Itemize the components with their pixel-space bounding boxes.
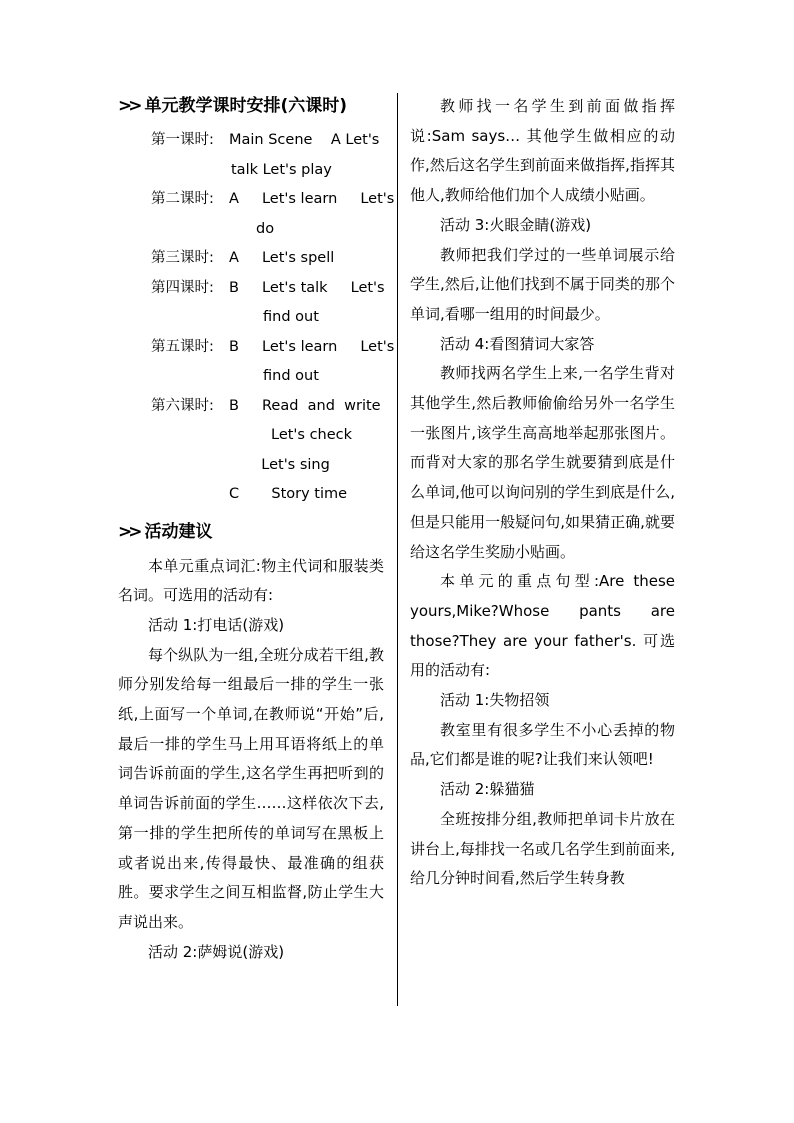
schedule-label: 第一课时: xyxy=(151,132,214,148)
activity-body: 教师找两名学生上来,一名学生背对其他学生,然后教师偷偷给另外一名学生一张图片,该学生高高地举起那张图片。而背对大家的那名学生就要猜到底是什么单词,他可以询问别的学生到底是什么,但是只能用一般疑问句,如果猜正确,就要给这名学生奖励小贴画。 xyxy=(410,364,675,561)
schedule-heading-text: 单元教学课时安排(六课时) xyxy=(144,96,348,116)
schedule-list xyxy=(118,126,395,510)
schedule-row xyxy=(151,480,384,510)
schedule-content: B Let's learn Let's xyxy=(229,338,395,355)
double-chevron-icon: >> xyxy=(118,96,139,116)
column-divider xyxy=(397,93,398,1006)
activity-heading xyxy=(118,518,384,546)
schedule-content: B Let's talk Let's xyxy=(229,279,385,296)
schedule-row xyxy=(151,274,384,333)
schedule-sub: Let's check xyxy=(271,427,353,443)
schedule-row xyxy=(151,451,384,481)
activity-title: 活动 2:躲猫猫 xyxy=(440,780,535,799)
schedule-content: Let's sing xyxy=(229,456,330,473)
schedule-content: B Read and write xyxy=(229,397,381,414)
schedule-label xyxy=(151,451,229,481)
schedule-row xyxy=(151,126,384,185)
schedule-sub: find out xyxy=(263,309,319,325)
schedule-label: 第四课时: xyxy=(151,279,214,296)
activity-title: 活动 4:看图猜词大家答 xyxy=(440,334,595,353)
schedule-sub: do xyxy=(256,220,275,237)
schedule-row xyxy=(151,333,395,392)
double-chevron-icon: >> xyxy=(118,521,139,542)
left-column xyxy=(118,92,395,967)
schedule-label: 第三课时: xyxy=(151,250,214,266)
activity-title: 活动 1:打电话(游戏) xyxy=(148,615,285,634)
activity-title: 活动 3:火眼金睛(游戏) xyxy=(440,215,592,234)
schedule-label: 第二课时: xyxy=(151,191,214,207)
schedule-sub: find out xyxy=(263,368,319,384)
schedule-heading xyxy=(118,92,384,120)
activity-body: 教师找一名学生到前面做指挥说:Sam says… 其他学生做相应的动作,然后这名学生到前面来做指挥,指挥其他人,教师给他们加个人成绩小贴画。 xyxy=(410,97,675,205)
schedule-content: A Let's learn Let's xyxy=(229,191,395,207)
schedule-row xyxy=(151,392,384,451)
sentence-intro: 本单元的重点句型:Are these yours,Mike?Whose pants are those?They are your father's. 可选用的活动有: xyxy=(410,572,675,680)
activity-title: 活动 1:失物招领 xyxy=(440,691,550,710)
schedule-sub: talk Let's play xyxy=(231,161,332,178)
schedule-label: 第五课时: xyxy=(151,338,214,355)
right-column xyxy=(410,92,675,894)
schedule-content: Main Scene A Let's xyxy=(229,132,380,148)
schedule-label: 第六课时: xyxy=(151,397,214,414)
schedule-row xyxy=(151,244,384,274)
activity-heading-text: 活动建议 xyxy=(144,521,213,542)
vocab-intro: 本单元重点词汇:物主代词和服装类名词。可选用的活动有: xyxy=(118,556,384,605)
schedule-label xyxy=(151,480,229,510)
schedule-content: A Let's spell xyxy=(229,250,335,266)
activity-body: 教室里有很多学生不小心丢掉的物品,它们都是谁的呢?让我们来认领吧! xyxy=(410,720,675,769)
schedule-row xyxy=(151,185,395,244)
activity-body: 全班按排分组,教师把单词卡片放在讲台上,每排找一名或几名学生到前面来,给几分钟时间看,然后学生转身教 xyxy=(410,809,675,888)
activity-body: 教师把我们学过的一些单词展示给学生,然后,让他们找到不属于同类的那个单词,看哪一组用的时间最少。 xyxy=(410,245,675,323)
activity-title: 活动 2:萨姆说(游戏) xyxy=(148,942,285,961)
activity-body: 每个纵队为一组,全班分成若干组,教师分别发给每一组最后一排的学生一张纸,上面写一个单词,在教师说“开始”后,最后一排的学生马上用耳语将纸上的单词告诉前面的学生,这名学生再把听到的单词告诉前面的学生……这样依次下去,第一排的学生把所传的单词写在黑板上或者说出来,传得最快、最准确的组获胜。要求学生之间互相监督,防止学生大声说出来。 xyxy=(118,645,384,931)
schedule-content: C Story time xyxy=(229,486,348,502)
